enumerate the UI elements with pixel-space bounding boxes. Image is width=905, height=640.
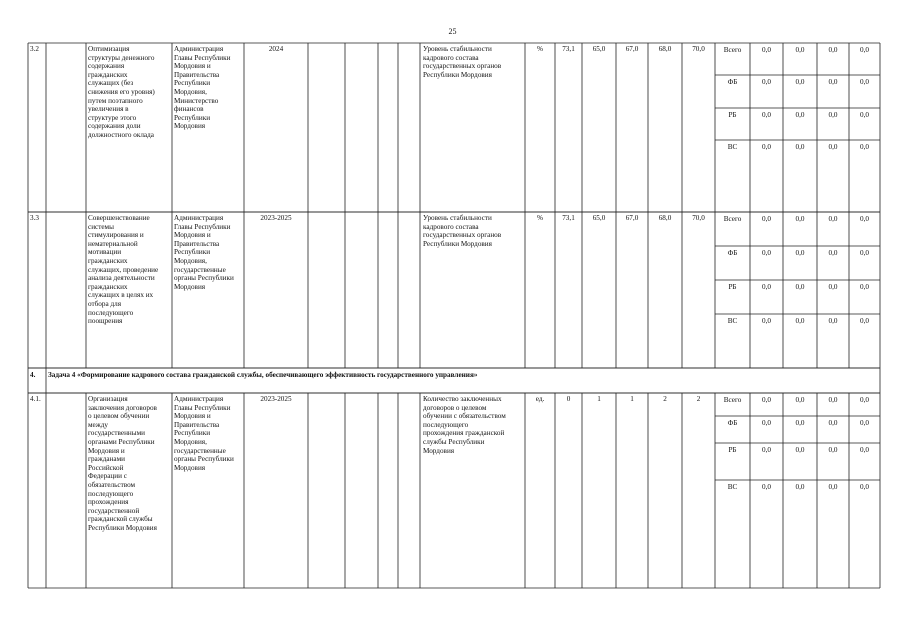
indicator-value: 65,0 [592,214,606,222]
finance-value: 0,0 [828,46,838,54]
finance-value: 0,0 [795,317,805,325]
row-number: 4.1. [30,395,41,403]
finance-value: 0,0 [828,78,838,86]
finance-value: 0,0 [828,215,838,223]
finance-source: РБ [728,283,737,291]
finance-value: 0,0 [762,143,771,151]
finance-source: РБ [728,111,737,119]
finance-value: 0,0 [860,215,869,223]
indicator-name: Уровень стабильности кадрового состава государственных органов Республики Мордовия [423,214,502,248]
finance-value: 0,0 [860,317,869,325]
indicator-name: Количество заключенных договоров о целевом обучении с обязательством последующего прохождения гражданской службы Республики Мордовия [423,395,506,455]
finance-value: 0,0 [860,419,869,427]
finance-source: Всего [723,46,742,54]
measure-years: 2024 [268,45,284,53]
finance-value: 0,0 [860,78,869,86]
indicator-value: 67,0 [625,45,639,53]
finance-value: 0,0 [795,46,805,54]
indicator-value: 1 [597,395,601,403]
indicator-value: 73,1 [562,214,575,222]
finance-source: ФБ [727,249,738,257]
task-title: Задача 4 «Формирование кадрового состава гражданской службы, обеспечивающего эффективность государственного управления» [48,371,478,379]
finance-value: 0,0 [828,419,838,427]
finance-source: Всего [723,396,742,404]
row-number: 3.3 [30,214,39,222]
finance-value: 0,0 [828,483,838,491]
finance-value: 0,0 [762,46,771,54]
finance-value: 0,0 [860,111,869,119]
finance-value: 0,0 [762,249,771,257]
finance-value: 0,0 [762,215,771,223]
finance-value: 0,0 [795,419,805,427]
finance-value: 0,0 [860,446,869,454]
indicator-value: 2 [696,395,701,403]
finance-value: 0,0 [795,215,805,223]
indicator-value: 70,0 [692,45,705,53]
measure-executor: Администрация Главы Республики Мордовия и Правительства Республики Мордовия, государственные органы Республики Мордовия [174,214,234,291]
finance-value: 0,0 [795,396,805,404]
finance-source: ФБ [727,419,738,427]
finance-value: 0,0 [860,396,869,404]
finance-value: 0,0 [762,419,771,427]
finance-value: 0,0 [828,143,838,151]
indicator-value: 2 [663,395,667,403]
page-number: 25 [448,27,457,36]
measure-years: 2023-2025 [260,395,292,403]
finance-value: 0,0 [828,446,838,454]
finance-value: 0,0 [860,46,869,54]
finance-value: 0,0 [762,317,771,325]
finance-value: 0,0 [828,396,838,404]
measure-name: Совершенствование системы стимулирования и нематериальной мотивации гражданских служащих, проведение анализа деятельности гражданских служащих в целях их отбора для последующего поощрения [88,214,159,326]
finance-value: 0,0 [860,283,869,291]
indicator-value: 0 [566,395,571,403]
finance-value: 0,0 [795,446,805,454]
indicator-value: 68,0 [658,45,672,53]
finance-value: 0,0 [795,249,805,257]
indicator-unit: % [537,214,543,222]
finance-value: 0,0 [828,111,838,119]
indicator-value: 1 [630,395,634,403]
finance-value: 0,0 [860,143,869,151]
finance-source: ФБ [727,78,738,86]
indicator-unit: % [537,45,543,53]
measure-executor: Администрация Главы Республики Мордовия и Правительства Республики Мордовия, Министерство финансов Республики Мордовия [174,45,231,131]
finance-source: ВС [727,317,738,325]
finance-value: 0,0 [795,111,805,119]
finance-value: 0,0 [795,283,805,291]
finance-value: 0,0 [860,483,869,491]
finance-source: РБ [728,446,737,454]
finance-source: ВС [727,483,738,491]
finance-value: 0,0 [762,483,771,491]
finance-value: 0,0 [795,78,805,86]
indicator-value: 65,0 [592,45,606,53]
indicator-unit: ед. [535,395,545,403]
finance-value: 0,0 [828,249,838,257]
indicator-name: Уровень стабильности кадрового состава государственных органов Республики Мордовия [423,45,502,79]
measure-years: 2023-2025 [260,214,292,222]
finance-value: 0,0 [795,143,805,151]
finance-value: 0,0 [762,446,771,454]
finance-value: 0,0 [828,317,838,325]
indicator-value: 70,0 [692,214,705,222]
finance-source: ВС [727,143,738,151]
finance-source: Всего [723,215,742,223]
finance-value: 0,0 [762,111,771,119]
measure-executor: Администрация Главы Республики Мордовия и Правительства Республики Мордовия, государственные органы Республики Мордовия [174,395,234,472]
row-number: 3.2 [30,45,39,53]
task-number: 4. [30,371,36,379]
measure-name: Организация заключения договоров о целевом обучении между государственными органами Республики Мордовия и гражданами Российской Федерации с обязательством последующего прохождения государственной гражданской службы Республики Мордовия [88,395,157,532]
indicator-value: 67,0 [625,214,639,222]
finance-value: 0,0 [828,283,838,291]
indicator-value: 68,0 [658,214,672,222]
finance-value: 0,0 [795,483,805,491]
finance-value: 0,0 [762,396,771,404]
indicator-value: 73,1 [562,45,575,53]
measure-name: Оптимизация структуры денежного содержания гражданских служащих (без снижения его уровня) путем поэтапного увеличения в структуре этого содержания доли должностного оклада [88,45,155,139]
finance-value: 0,0 [762,78,771,86]
finance-value: 0,0 [860,249,869,257]
finance-value: 0,0 [762,283,771,291]
